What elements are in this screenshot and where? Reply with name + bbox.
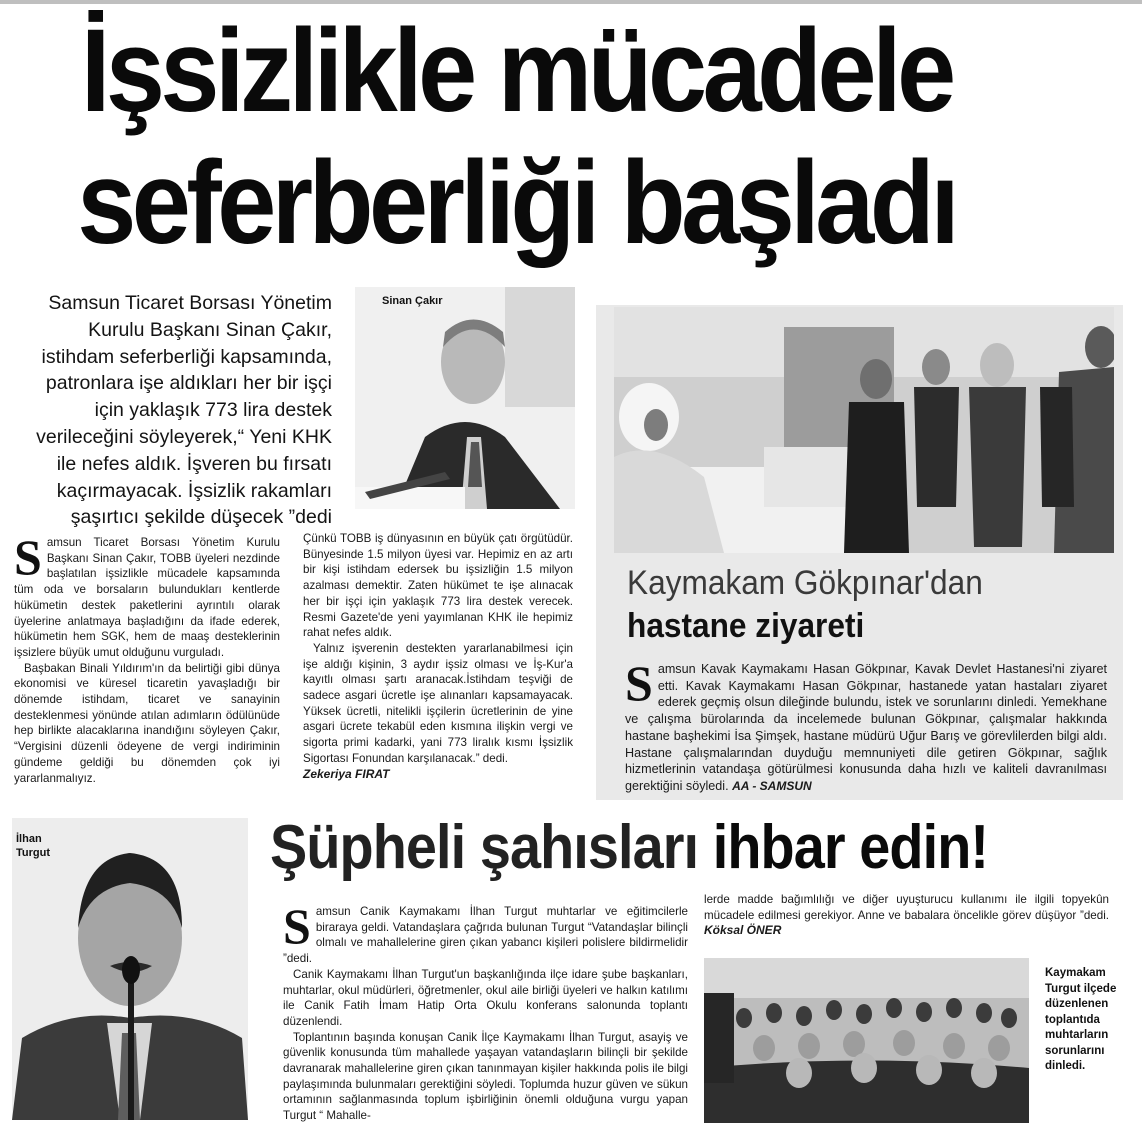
main-headline-line2: seferberliği başladı	[77, 137, 956, 269]
sinan-cakir-photo	[355, 287, 575, 509]
article1-column1	[14, 529, 280, 786]
hospital-byline: AA - SAMSUN	[732, 778, 812, 793]
hospital-title: hastane ziyareti	[627, 607, 865, 645]
ilhan-turgut-photo	[12, 818, 248, 1120]
dropcap-s: S	[14, 529, 42, 585]
suspect-paragraph1: amsun Canik Kaymakamı İlhan Turgut muhtarlar ve eğitimcilerle biraraya geldi. Vatandaşlara çağrıda bulunan Turgut “Vatandaşlar bilinçli olmalı ve mahallelerine giren çıkan yabancı kişileri polislere bildirmelidir ”dedi.	[283, 905, 688, 966]
suspect-paragraph3: Toplantının başında konuşan Canik İlçe Kaymakamı İlhan Turgut, asayiş ve güvenlik konusunda tüm mahallede yaşayan vatandaşların bilinçli bir şekilde davranarak mahallelerine giren çıkan tanınmayan kişiler hakkında polis ile bilgi paylaşımında bulunmaları gerektiğini söyledi. Toplumda huzur güven ve sükun ortamının sağlanmasında toplum işbirliğinin önemli olduğuna vurgu yapan Turgut “ Mahalle-	[283, 1030, 688, 1123]
article1-paragraph2: Başbakan Binali Yıldırım'ın da belirtiği gibi dünya ekonomisi ve küresel ticaretin yavaşladığı bir dönemde istihdam, ticaret ve sanayinin desteklenmesi yönünde atılan adımların ödülünüde hep birlikte alacaklarına inandığını söyleyen Çakır, “Vergisini düzenli ödeyene de vergi indiriminin gündeme geldiği bu dönemden çok iyi yararlanmalıyız.	[14, 661, 280, 785]
article1-byline: Zekeriya FIRAT	[303, 766, 390, 781]
suspect-column1	[283, 898, 688, 1124]
main-headline-line1: İşsizlikle mücadele	[80, 5, 952, 137]
photo-caption-turgut: İlhan Turgut	[16, 833, 51, 859]
suspect-byline: Köksal ÖNER	[704, 923, 782, 938]
hospital-body: Samsun Kavak Kaymakamı Hasan Gökpınar, Kavak Devlet Hastanesi'ni ziyaret etti. Kavak Kaymakamı Hasan Gökpınar, hastanede yatan hastaları ziyaret ederek geçmiş olsun dileğinde bulundu, istek ve sorunlarını dinledi. Yemekhane ve çalışma bürolarında da incelemede bulunan Gökpınar, çalışmalar hakkında hastane başhekimi İsa Şimşek, hastane müdürü Uğur Barış ve görevlilerden bilgi aldı. Hastane çalışmalarından duyduğu memnuniyeti dile getiren Gökpınar, sağlık hizmetlerinin vatandaşa götürülmesi konusunda daha hızlı ve kaliteli davranılması gerektiğini söyledi. AA - SAMSUN	[625, 655, 1107, 793]
photo-caption-cakir: Sinan Çakır	[382, 295, 443, 307]
lead-paragraph: Samsun Ticaret Borsası Yönetim Kurulu Başkanı Sinan Çakır, istihdam seferberliği kapsamında, patronlara işe aldıkları her bir işçi için yaklaşık 773 lira destek verileceğini söyleyerek,“ Yeni KHK ile nefes aldık. İşveren bu fırsatı kaçırmayacak. İşsizlik rakamları şaşırtıcı şekilde düşecek ”dedi	[36, 292, 332, 529]
suspect-paragraph4: lerde madde bağımlılığı ve diğer uyuşturucu kullanımı ile ilgili topyekûn mücadele edilmesi gerekiyor. Anne ve babalara öncelikle görev düşüyor ”dedi.	[704, 893, 1109, 922]
suspect-paragraph2: Canik Kaymakamı İlhan Turgut'un başkanlığında ilçe idare şube başkanları, muhtarlar, okul müdürleri, öğretmenler, okul aile birliği üyeleri ve halkın katılımı ile Canik Fatih İmam Hatip Orta Okulu konferans salonunda toplantı düzenlendi.	[283, 967, 688, 1028]
hospital-kicker: Kaymakam Gökpınar'dan	[627, 564, 983, 602]
article1-paragraph1: amsun Ticaret Borsası Yönetim Kurulu Başkanı Sinan Çakır, TOBB üyeleri nezdinde başlatılan işsizlikle mücadele kapsamında tüm oda ve borsaların bulundukları kentlerde hükümetin destek paketlerini ayrıntılı olarak üyelerine anlatmaya başladığını da ifade ederek, hükümetin hem SGK, hem de maaş desteklerinin işsizlere büyük umut olduğunu vurguladı.	[14, 536, 280, 659]
dropcap-s: S	[625, 655, 653, 711]
article1-paragraph3: Çünkü TOBB iş dünyasının en büyük çatı örgütüdür. Bünyesinde 1.5 milyon üyesi var. Hepimiz en az artı bir kişi istihdam edersek bu işsizliğin 1.5 milyon azalması demektir. Zaten hükümet te işe alınacak her bir işçi için yaklaşık 773 lira destek verecek. Resmi Gazete'de yeni yayımlanan KHK ile hepimiz rahat nefes aldık.	[303, 532, 573, 640]
top-rule	[0, 0, 1142, 4]
article1-paragraph4: Yalnız işverenin destekten yararlanabilmesi için işe aldığı kişinin, 3 aydır işsiz olması ve İş-Kur'a kayıtlı olması şartı aranacak.İstihdam teşviği de sadece asgari ücretle işe alınanları kapsamayacak. Yüksek ücretli, nitelikli işçilerin ücretlerinin de yine asgari ücrete tekabül eden kısmına ilişkin vergi ve sigorta primi kadarki, yani 773 liralık kısmı İşsizlik Sigortası Fonundan karşılanacak.” dedi.	[303, 641, 573, 765]
meeting-photo	[704, 958, 1029, 1123]
meeting-photo-caption: Kaymakam Turgut ilçede düzenlenen toplantıda muhtarların sorunlarını dinledi.	[1045, 967, 1117, 1072]
suspect-column2	[704, 892, 1109, 939]
hospital-visit-photo	[614, 307, 1114, 553]
suspect-headline: Şüpheli şahısları ihbar edin!	[270, 813, 989, 882]
article1-column2	[303, 531, 573, 782]
dropcap-s: S	[283, 898, 311, 954]
